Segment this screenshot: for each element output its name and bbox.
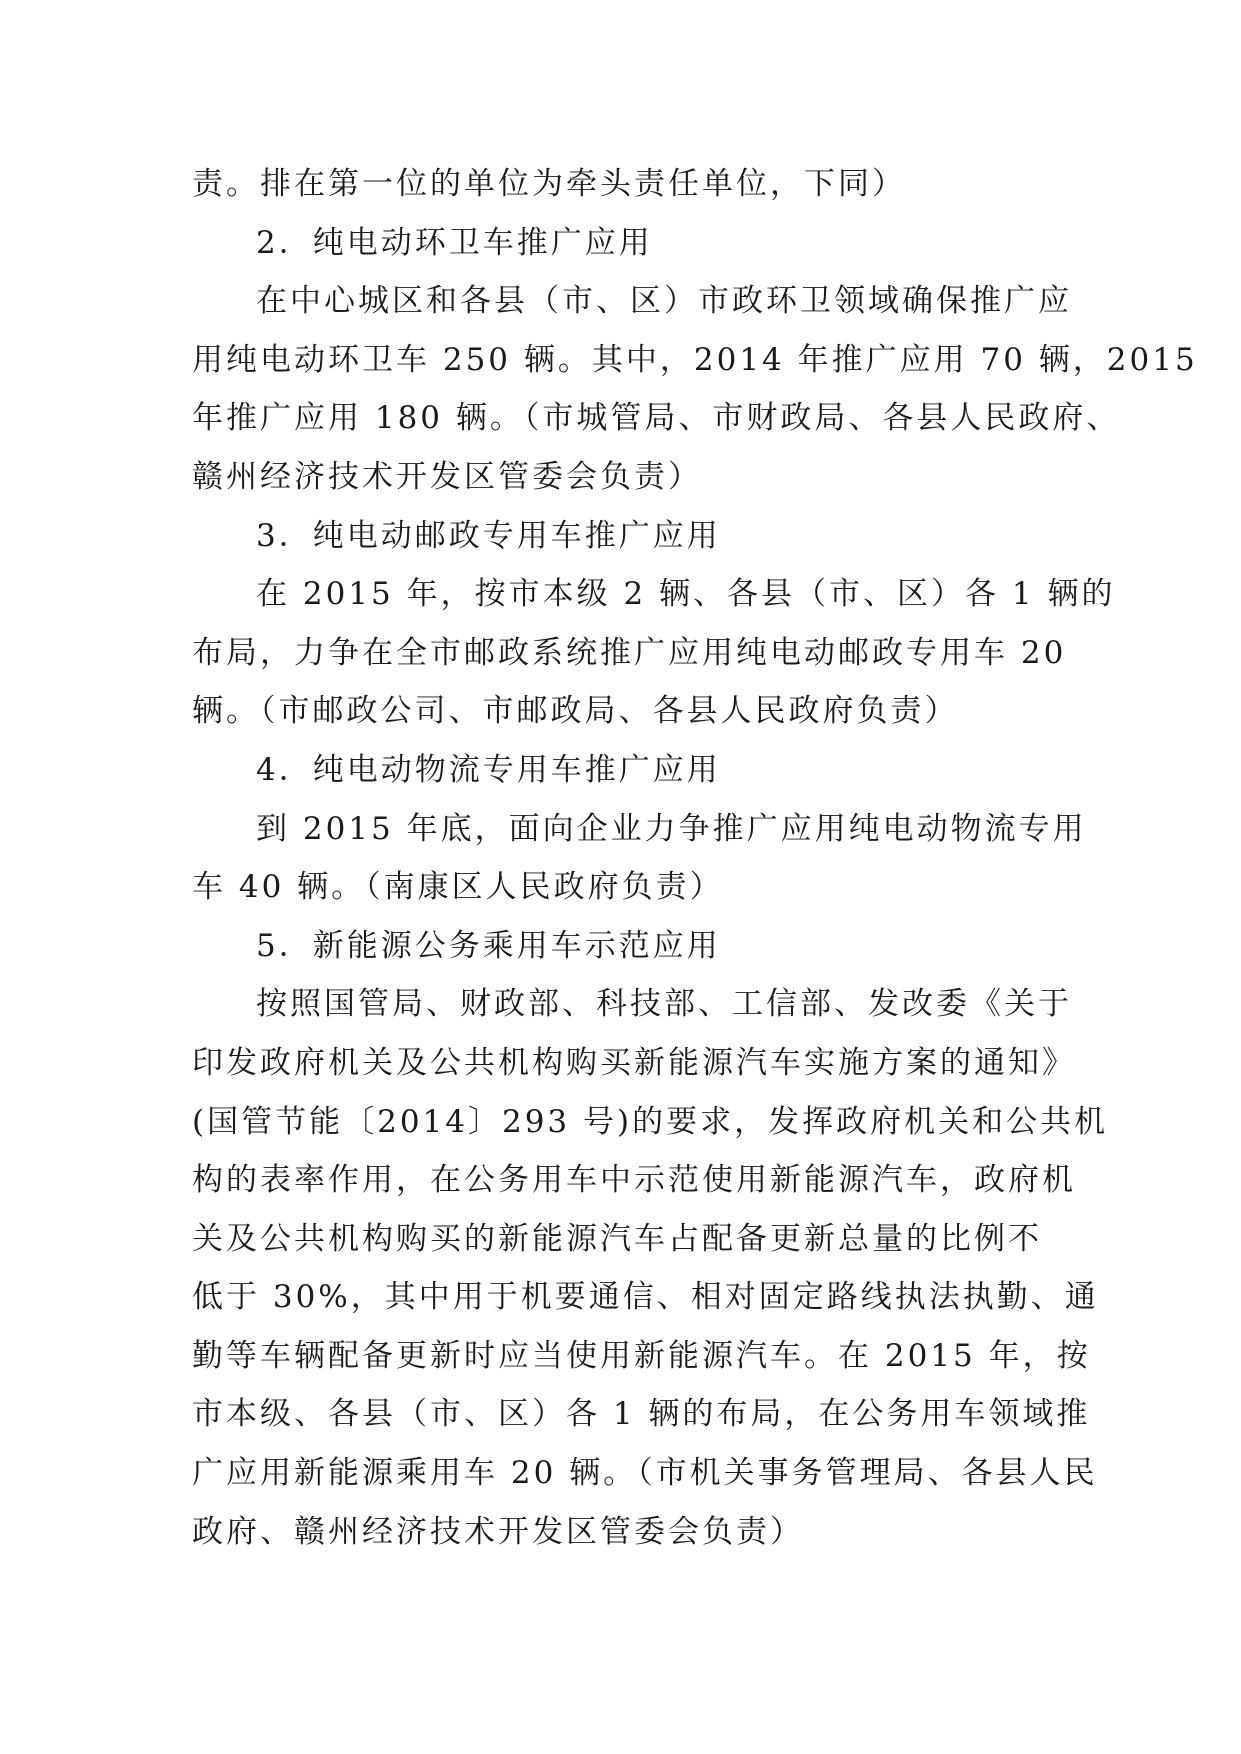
text-line-8: 在 2015 年，按市本级 2 辆、各县（市、区）各 1 辆的 (256, 576, 1116, 613)
text-line-4: 用纯电动环卫车 250 辆。其中，2014 年推广应用 70 辆，2015 (192, 341, 1198, 378)
text-line-1: 责。排在第一位的单位为牵头责任单位，下同） (192, 166, 906, 202)
text-line-16: 印发政府机关及公共机构购买新能源汽车实施方案的通知》 (192, 1044, 1076, 1081)
text-line-13: 车 40 辆。（南康区人民政府负责） (192, 869, 724, 906)
text-line-24: 政府、赣州经济技术开发区管委会负责） (192, 1513, 804, 1550)
text-line-15: 按照国管局、财政部、科技部、工信部、发改委《关于 (256, 986, 1072, 1023)
section-heading-4: 4．纯电动物流专用车推广应用 (256, 751, 721, 788)
text-line-21: 勤等车辆配备更新时应当使用新能源汽车。在 2015 年，按 (192, 1337, 1091, 1374)
text-line-19: 关及公共机构购买的新能源汽车占配备更新总量的比例不 (192, 1220, 1042, 1257)
section-heading-3: 3．纯电动邮政专用车推广应用 (256, 517, 721, 554)
section-heading-2: 2．纯电动环卫车推广应用 (256, 224, 653, 261)
body-text (192, 155, 1198, 1561)
text-line-12: 到 2015 年底，面向企业力争推广应用纯电动物流专用 (256, 810, 1087, 847)
text-line-6: 赣州经济技术开发区管委会负责） (192, 458, 702, 495)
text-line-22: 市本级、各县（市、区）各 1 辆的布局，在公务用车领域推 (192, 1396, 1091, 1433)
text-line-20: 低于 30%，其中用于机要通信、相对固定路线执法执勤、通 (192, 1279, 1099, 1316)
text-line-17: (国管节能〔2014〕293 号)的要求，发挥政府机关和公共机 (192, 1103, 1109, 1140)
text-line-9: 布局，力争在全市邮政系统推广应用纯电动邮政专用车 20 (192, 634, 1067, 671)
section-heading-5: 5．新能源公务乘用车示范应用 (256, 927, 721, 964)
text-line-18: 构的表率作用，在公务用车中示范使用新能源汽车，政府机 (192, 1162, 1076, 1199)
text-line-10: 辆。（市邮政公司、市邮政局、各县人民政府负责） (192, 693, 959, 730)
text-line-23: 广应用新能源乘用车 20 辆。（市机关事务管理局、各县人民 (192, 1455, 1098, 1492)
text-line-3: 在中心城区和各县（市、区）市政环卫领域确保推广应 (256, 283, 1072, 320)
text-line-5: 年推广应用 180 辆。（市城管局、市财政局、各县人民政府、 (192, 400, 1121, 437)
